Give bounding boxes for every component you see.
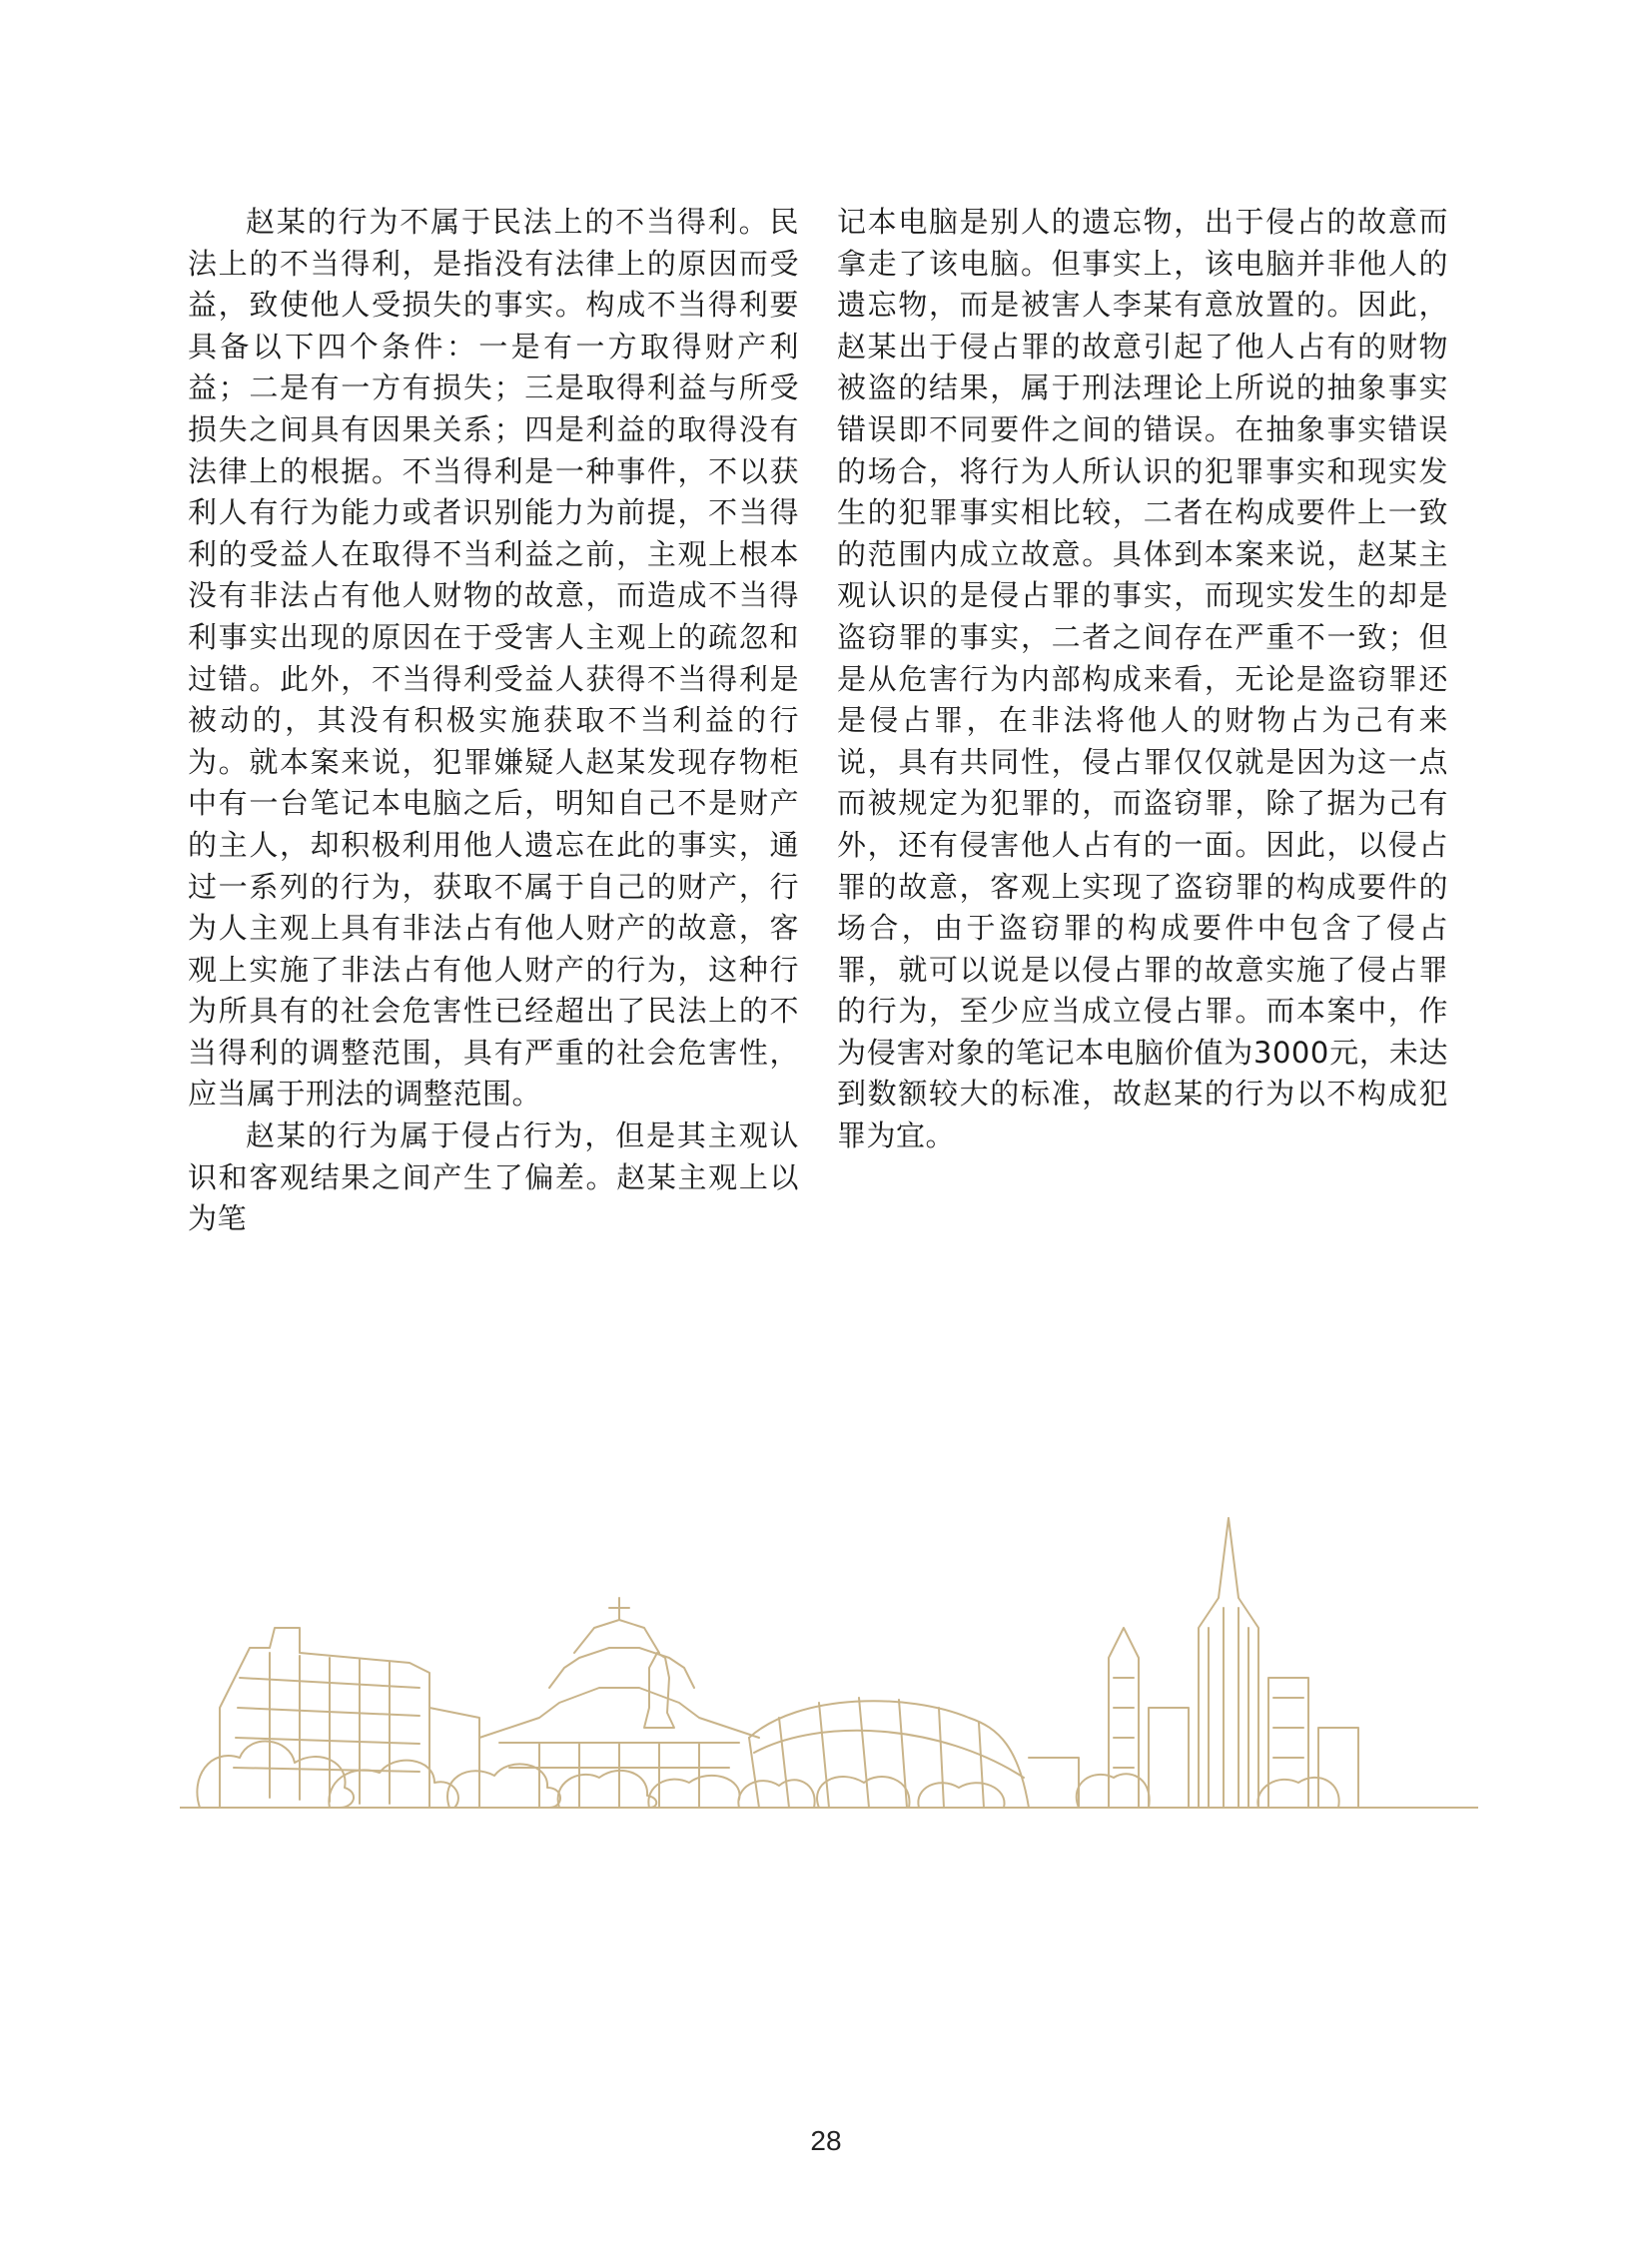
body-paragraph: 赵某的行为不属于民法上的不当得利。民法上的不当得利，是指没有法律上的原因而受益，致使他人受损失的事实。构成不当得利要具备以下四个条件：一是有一方取得财产利益；二是有一方有损失；三是取得利益与所受损失之间具有因果关系；四是利益的取得没有法律上的根据。不当得利是一种事件，不以获利人有行为能力或者识别能力为前提，不当得利的受益人在取得不当利益之前，主观上根本没有非法占有他人财物的故意，而造成不当得利事实出现的原因在于受害人主观上的疏忽和过错。此外，不当得利受益人获得不当得利是被动的，其没有积极实施获取不当利益的行为。就本案来说，犯罪嫌疑人赵某发现存物柜中有一台笔记本电脑之后，明知自己不是财产的主人，却积极利用他人遗忘在此的事实，通过一系列的行为，获取不属于自己的财产，行为人主观上具有非法占有他人财产的故意，客观上实施了非法占有他人财产的行为，这种行为所具有的社会危害性已经超出了民法上的不当得利的调整范围，具有严重的社会危害性，应当属于刑法的调整范围。 [188,205,799,1112]
page-number: 28 [810,2125,842,2156]
body-paragraph: 记本电脑是别人的遗忘物，出于侵占的故意而拿走了该电脑。但事实上，该电脑并非他人的遗忘物，而是被害人李某有意放置的。因此，赵某出于侵占罪的故意引起了他人占有的财物被盗的结果，属于刑法理论上所说的抽象事实错误即不同要件之间的错误。在抽象事实错误的场合，将行为人所认识的犯罪事实和现实发生的犯罪事实相比较，二者在构成要件上一致的范围内成立故意。具体到本案来说，赵某主观认识的是侵占罪的事实，而现实发生的却是盗窃罪的事实，二者之间存在严重不一致；但是从危害行为内部构成来看，无论是盗窃罪还是侵占罪，在非法将他人的财物占为己有来说，具有共同性，侵占罪仅仅就是因为这一点而被规定为犯罪的，而盗窃罪，除了据为己有外，还有侵害他人占有的一面。因此，以侵占罪的故意，客观上实现了盗窃罪的构成要件的场合，由于盗窃罪的构成要件中包含了侵占罪，就可以说是以侵占罪的故意实施了侵占罪的行为，至少应当成立侵占罪。而本案中，作为侵害对象的笔记本电脑价值为3000元，未达到数额较大的标准，故赵某的行为以不构成犯罪为宜。 [837,205,1448,1153]
left-text-column [188,202,799,1240]
right-text-column [837,202,1448,1157]
city-skyline-line-art-icon [180,1478,1478,1818]
body-paragraph: 赵某的行为属于侵占行为，但是其主观认识和客观结果之间产生了偏差。赵某主观上以为笔 [188,1119,799,1236]
